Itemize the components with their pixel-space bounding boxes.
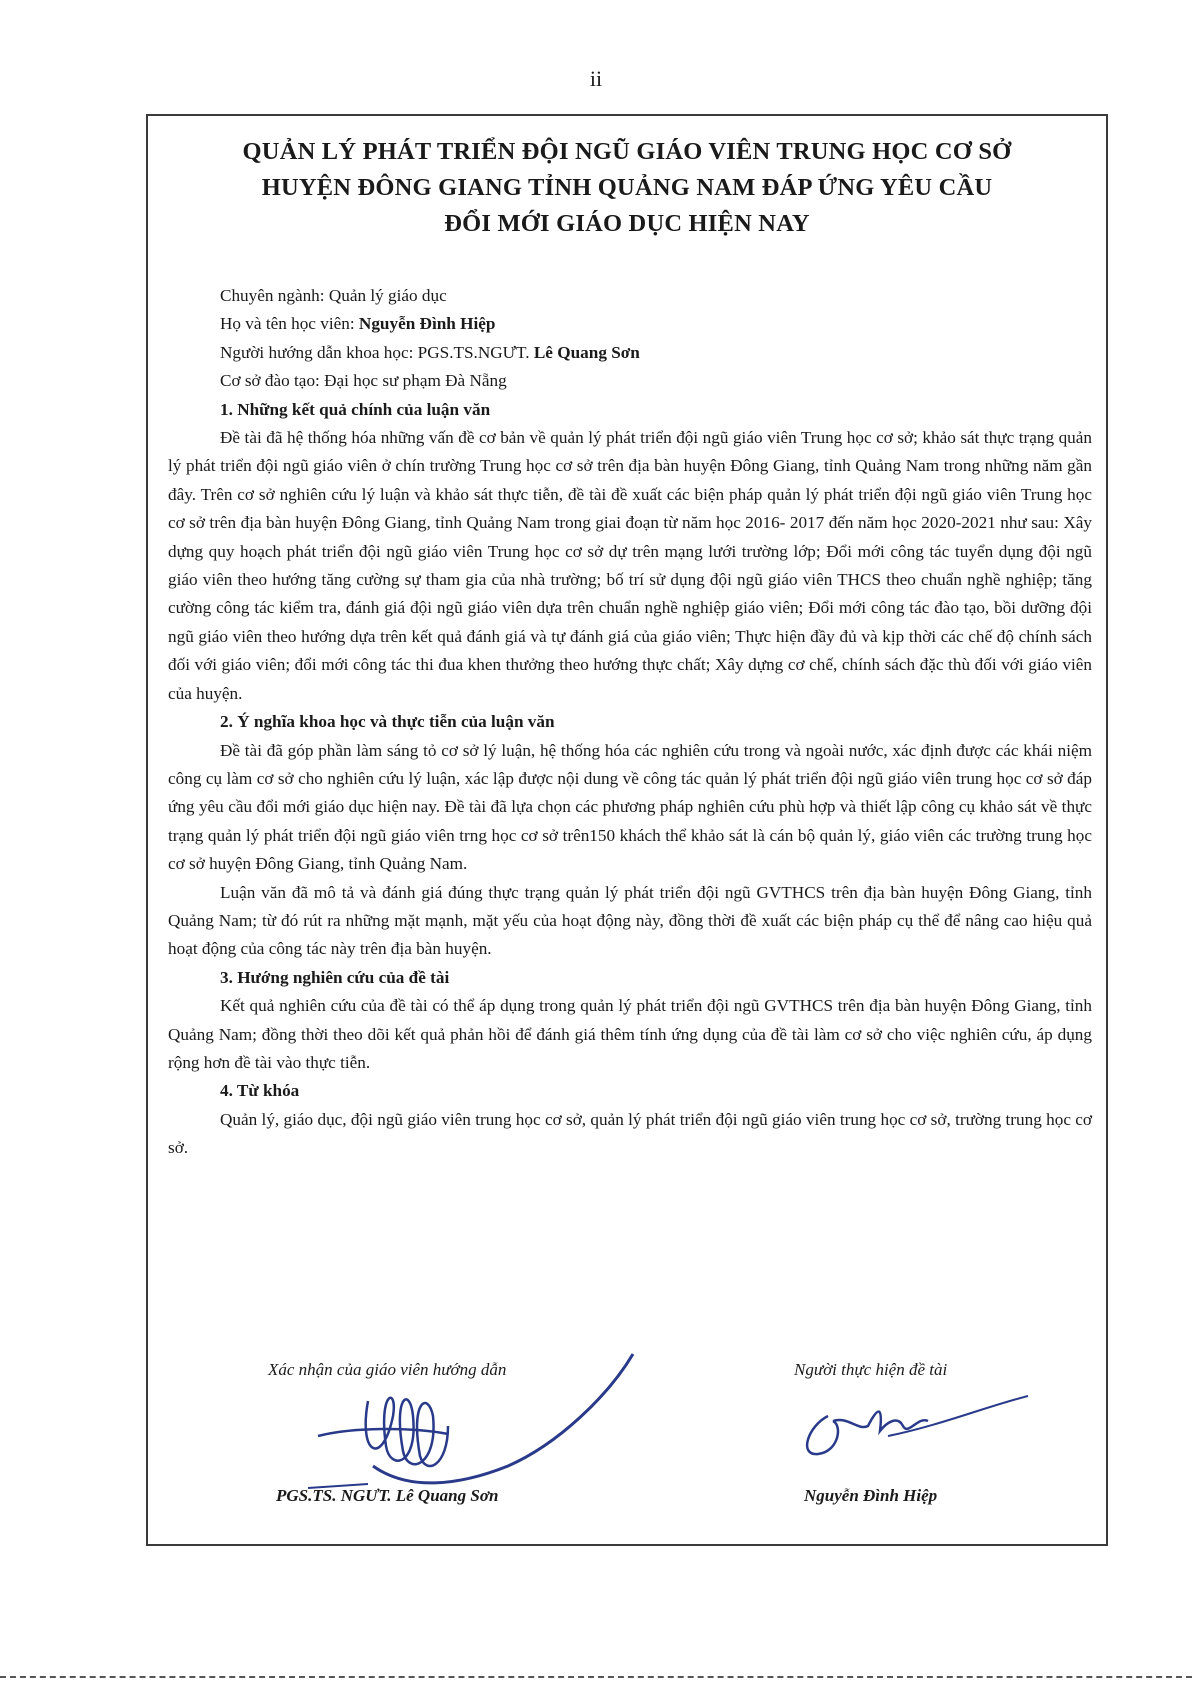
section-2-paragraph-2: Luận văn đã mô tả và đánh giá đúng thực trạng quản lý phát triển đội ngũ GVTHCS trên địa bàn huyện Đông Giang, tỉnh Quảng Nam; từ đó rút ra những mặt mạnh, mặt yếu của hoạt động này, đồng thời đề xuất các biện pháp cụ thể để nâng cao hiệu quả hoạt động của công tác này trên địa bàn huyện. bbox=[168, 882, 1092, 959]
institution-line: Cơ sở đào tạo: Đại học sư phạm Đà Nẵng bbox=[220, 371, 507, 391]
section-4-paragraph: Quản lý, giáo dục, đội ngũ giáo viên trung học cơ sở, quản lý phát triển đội ngũ giáo viên trung học cơ sở, trường trung học cơ sở. bbox=[168, 1109, 1092, 1158]
author-signature bbox=[788, 1376, 1048, 1476]
section-4-heading: 4. Từ khóa bbox=[220, 1081, 300, 1101]
major-line: Chuyên ngành: Quản lý giáo dục bbox=[220, 286, 447, 305]
page-bottom-border bbox=[0, 1676, 1192, 1678]
title-line: QUẢN LÝ PHÁT TRIỂN ĐỘI NGŨ GIÁO VIÊN TRUNG HỌC CƠ SỞ bbox=[242, 138, 1012, 165]
student-line bbox=[168, 310, 1092, 338]
student-name: Nguyễn Đình Hiệp bbox=[358, 314, 496, 334]
advisor-name: Lê Quang Sơn bbox=[533, 342, 640, 362]
student-label: Họ và tên học viên: bbox=[220, 314, 359, 334]
advisor-confirmation-label: Xác nhận của giáo viên hướng dẫn bbox=[268, 1360, 507, 1379]
page-number: ii bbox=[589, 66, 603, 91]
author-signed-name: Nguyễn Đình Hiệp bbox=[804, 1486, 938, 1505]
abstract-body bbox=[168, 282, 1092, 1163]
section-1-paragraph: Đề tài đã hệ thống hóa những vấn đề cơ bản về quản lý phát triển đội ngũ giáo viên Trung học cơ sở; khảo sát thực trạng quản lý phát triển đội ngũ giáo viên ở chín trường Trung học cơ sở trên địa bàn huyện Đông Giang, tỉnh Quảng Nam trong những năm gần đây. Trên cơ sở nghiên cứu lý luận và khảo sát thực tiễn, đề tài đề xuất các biện pháp quản lý phát triển đội ngũ giáo viên Trung học cơ sở trên địa bàn huyện Đông Giang, tỉnh Quảng Nam trong giai đoạn từ năm học 2016- 2017 đến năm học 2020-2021 như sau: Xây dựng quy hoạch phát triển đội ngũ giáo viên Trung học cơ sở dự trên mạng lưới trường lớp; Đổi mới công tác tuyển dụng đội ngũ giáo viên theo hướng tăng cường sự tham gia của nhà trường; bố trí sử dụng đội ngũ giáo viên THCS theo chuẩn nghề nghiệp; tăng cường công tác kiểm tra, đánh giá đội ngũ giáo viên dựa trên chuẩn nghề nghiệp giáo viên; Đổi mới công tác đào tạo, bồi dưỡng đội ngũ giáo viên theo hướng dựa trên kết quả đánh giá và tự đánh giá của giáo viên; Thực hiện đầy đủ và kịp thời các chế độ chính sách đối với giáo viên; đổi mới công tác thi đua khen thưởng theo hướng thực chất; Xây dựng cơ chế, chính sách đặc thù đối với giáo viên của huyện. bbox=[168, 428, 1092, 703]
section-2-paragraph-1: Đề tài đã góp phần làm sáng tỏ cơ sở lý luận, hệ thống hóa các nghiên cứu trong và ngoài nước, xác định được các khái niệm công cụ làm cơ sở cho nghiên cứu lý luận, xác lập được nội dung về công tác quản lý phát triển đội ngũ giáo viên trung học cơ sở đáp ứng yêu cầu đổi mới giáo dục hiện nay. Đề tài đã lựa chọn các phương pháp nghiên cứu phù hợp và thiết lập công cụ khảo sát về thực trạng quản lý phát triển đội ngũ giáo viên trng học cơ sở trên150 khách thể khảo sát là cán bộ quản lý, giáo viên các trường trung học cơ sở huyện Đông Giang, tỉnh Quảng Nam. bbox=[168, 740, 1092, 874]
advisor-label: Người hướng dẫn khoa học: PGS.TS.NGƯT. bbox=[220, 342, 534, 362]
advisor-signed-name: PGS.TS. NGƯT. Lê Quang Sơn bbox=[276, 1486, 499, 1505]
section-3-paragraph: Kết quả nghiên cứu của đề tài có thể áp dụng trong quản lý phát triển đội ngũ GVTHCS trên địa bàn huyện Đông Giang, tỉnh Quảng Nam; đồng thời theo dõi kết quả phản hồi để đánh giá thêm tính ứng dụng của đề tài làm cơ sở cho việc nghiên cứu, áp dụng rộng hơn đề tài vào thực tiễn. bbox=[168, 996, 1092, 1072]
thesis-title bbox=[148, 134, 1106, 242]
title-line: HUYỆN ĐÔNG GIANG TỈNH QUẢNG NAM ĐÁP ỨNG YÊU CẦU bbox=[261, 174, 993, 201]
title-line: ĐỔI MỚI GIÁO DỤC HIỆN NAY bbox=[444, 210, 810, 237]
author-label: Người thực hiện đề tài bbox=[794, 1360, 948, 1379]
advisor-signature bbox=[298, 1316, 658, 1496]
section-1-heading: 1. Những kết quả chính của luận văn bbox=[220, 399, 491, 419]
advisor-line bbox=[168, 339, 1092, 367]
section-2-heading: 2. Ý nghĩa khoa học và thực tiễn của luận văn bbox=[220, 712, 555, 732]
section-3-heading: 3. Hướng nghiên cứu của đề tài bbox=[220, 967, 450, 987]
abstract-frame bbox=[146, 114, 1108, 1546]
